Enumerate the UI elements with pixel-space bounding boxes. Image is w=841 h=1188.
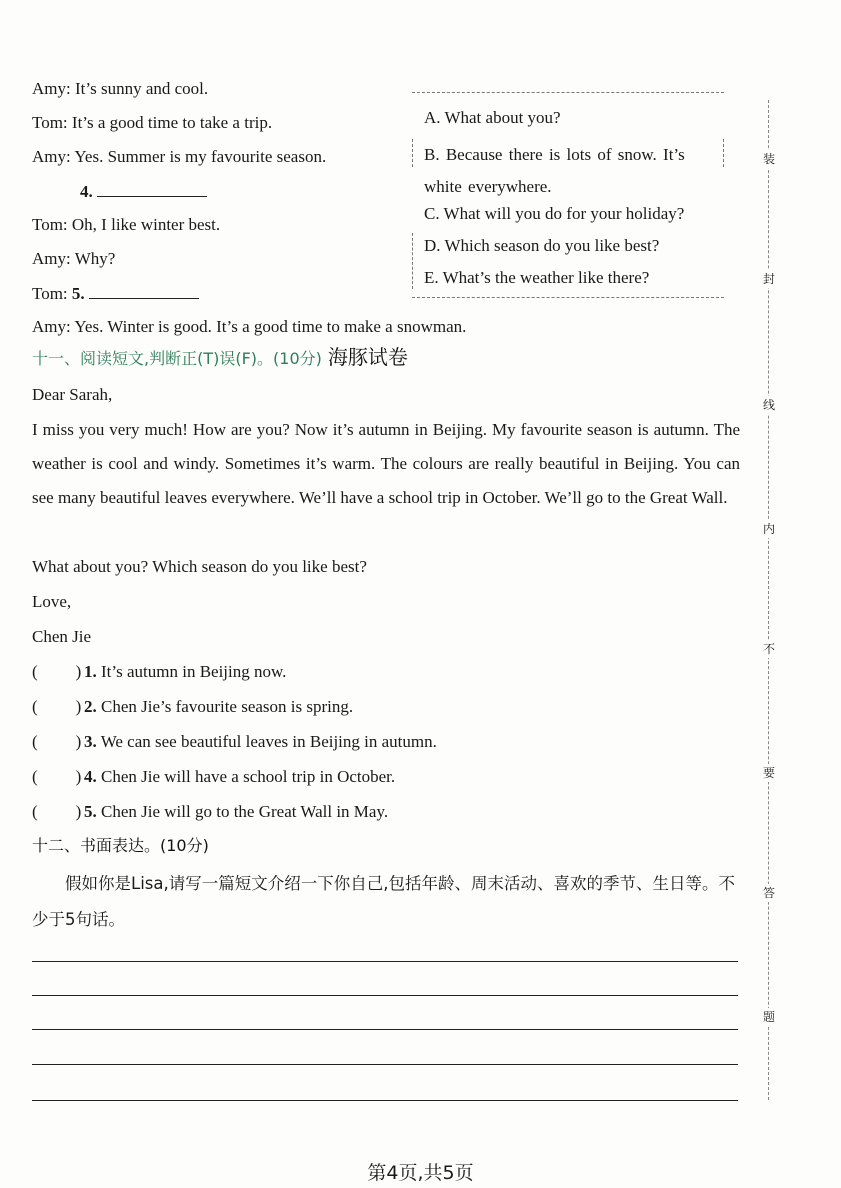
answer-bracket-3[interactable]: ( ) <box>32 732 82 751</box>
margin-char-6: 要 <box>760 764 778 782</box>
letter-signature: Chen Jie <box>32 627 92 646</box>
margin-char-5: 不 <box>760 640 778 658</box>
statement-5: ( ) 5. Chen Jie will go to the Great Wall in May. <box>32 802 389 821</box>
letter-question: What about you? Which season do you like best? <box>32 557 367 576</box>
answer-bracket-4[interactable]: ( ) <box>32 767 82 786</box>
dialogue-line-3: Amy: Yes. Summer is my favourite season. <box>32 147 327 166</box>
page-number: 第4页,共5页 <box>367 1162 474 1184</box>
letter-body: I miss you very much! How are you? Now it’s autumn in Beijing. My favourite season is autumn. The weather is cool and windy. Sometimes it’s warm. The colours are really beautiful in Beijing. You can see many beautiful leaves everywhere. We’ll have a school trip in October. We’ll go to the Great Wall. <box>32 420 740 507</box>
dialogue-line-1: Amy: It’s sunny and cool. <box>32 79 209 98</box>
dialogue-line-8: Amy: Yes. Winter is good. It’s a good time to make a snowman. <box>32 317 467 336</box>
answer-bracket-5[interactable]: ( ) <box>32 802 82 821</box>
writing-prompt: 假如你是Lisa,请写一篇短文介绍一下你自己,包括年龄、周末活动、喜欢的季节、生日等。不少于5句话。 <box>32 874 735 929</box>
writing-line-3[interactable] <box>32 1029 738 1030</box>
answer-bracket-2[interactable]: ( ) <box>32 697 82 716</box>
dialogue-line-6: Amy: Why? <box>32 249 116 268</box>
writing-line-2[interactable] <box>32 995 738 996</box>
binding-margin-line <box>768 100 769 1100</box>
blank-4: 4. <box>80 180 207 203</box>
watermark-text: 海豚试卷 <box>327 345 408 369</box>
option-b: B. Because there is lots of snow. It’s white everywhere. <box>424 145 685 196</box>
dialogue-line-2: Tom: It’s a good time to take a trip. <box>32 113 273 132</box>
answer-blank-5[interactable] <box>89 282 199 299</box>
option-a: A. What about you? <box>424 108 561 127</box>
margin-char-4: 内 <box>760 520 778 538</box>
margin-char-7: 答 <box>760 884 778 902</box>
margin-char-8: 题 <box>760 1008 778 1026</box>
statement-4: ( ) 4. Chen Jie will have a school trip in October. <box>32 767 396 786</box>
section-11-title: 十一、阅读短文,判断正(T)误(F)。(10分) 海豚试卷 <box>32 345 408 369</box>
margin-char-3: 线 <box>760 396 778 414</box>
option-d: D. Which season do you like best? <box>424 236 660 255</box>
section-12-title: 十二、书面表达。(10分) <box>32 836 209 855</box>
letter-closing: Love, <box>32 592 72 611</box>
writing-line-5[interactable] <box>32 1100 738 1101</box>
statement-1: ( ) 1. It’s autumn in Beijing now. <box>32 662 287 681</box>
margin-char-2: 封 <box>760 270 778 288</box>
margin-char-1: 装 <box>760 150 778 168</box>
writing-line-1[interactable] <box>32 961 738 962</box>
statement-2: ( ) 2. Chen Jie’s favourite season is spring. <box>32 697 354 716</box>
dialogue-line-7: Tom: 5. <box>32 282 199 305</box>
writing-line-4[interactable] <box>32 1064 738 1065</box>
answer-bracket-1[interactable]: ( ) <box>32 662 82 681</box>
dialogue-line-5: Tom: Oh, I like winter best. <box>32 215 221 234</box>
options-box <box>412 92 724 298</box>
answer-blank-4[interactable] <box>97 180 207 197</box>
statement-3: ( ) 3. We can see beautiful leaves in Beijing in autumn. <box>32 732 437 751</box>
option-e: E. What’s the weather like there? <box>424 268 650 287</box>
option-c: C. What will you do for your holiday? <box>424 204 685 223</box>
letter-greeting: Dear Sarah, <box>32 385 113 404</box>
